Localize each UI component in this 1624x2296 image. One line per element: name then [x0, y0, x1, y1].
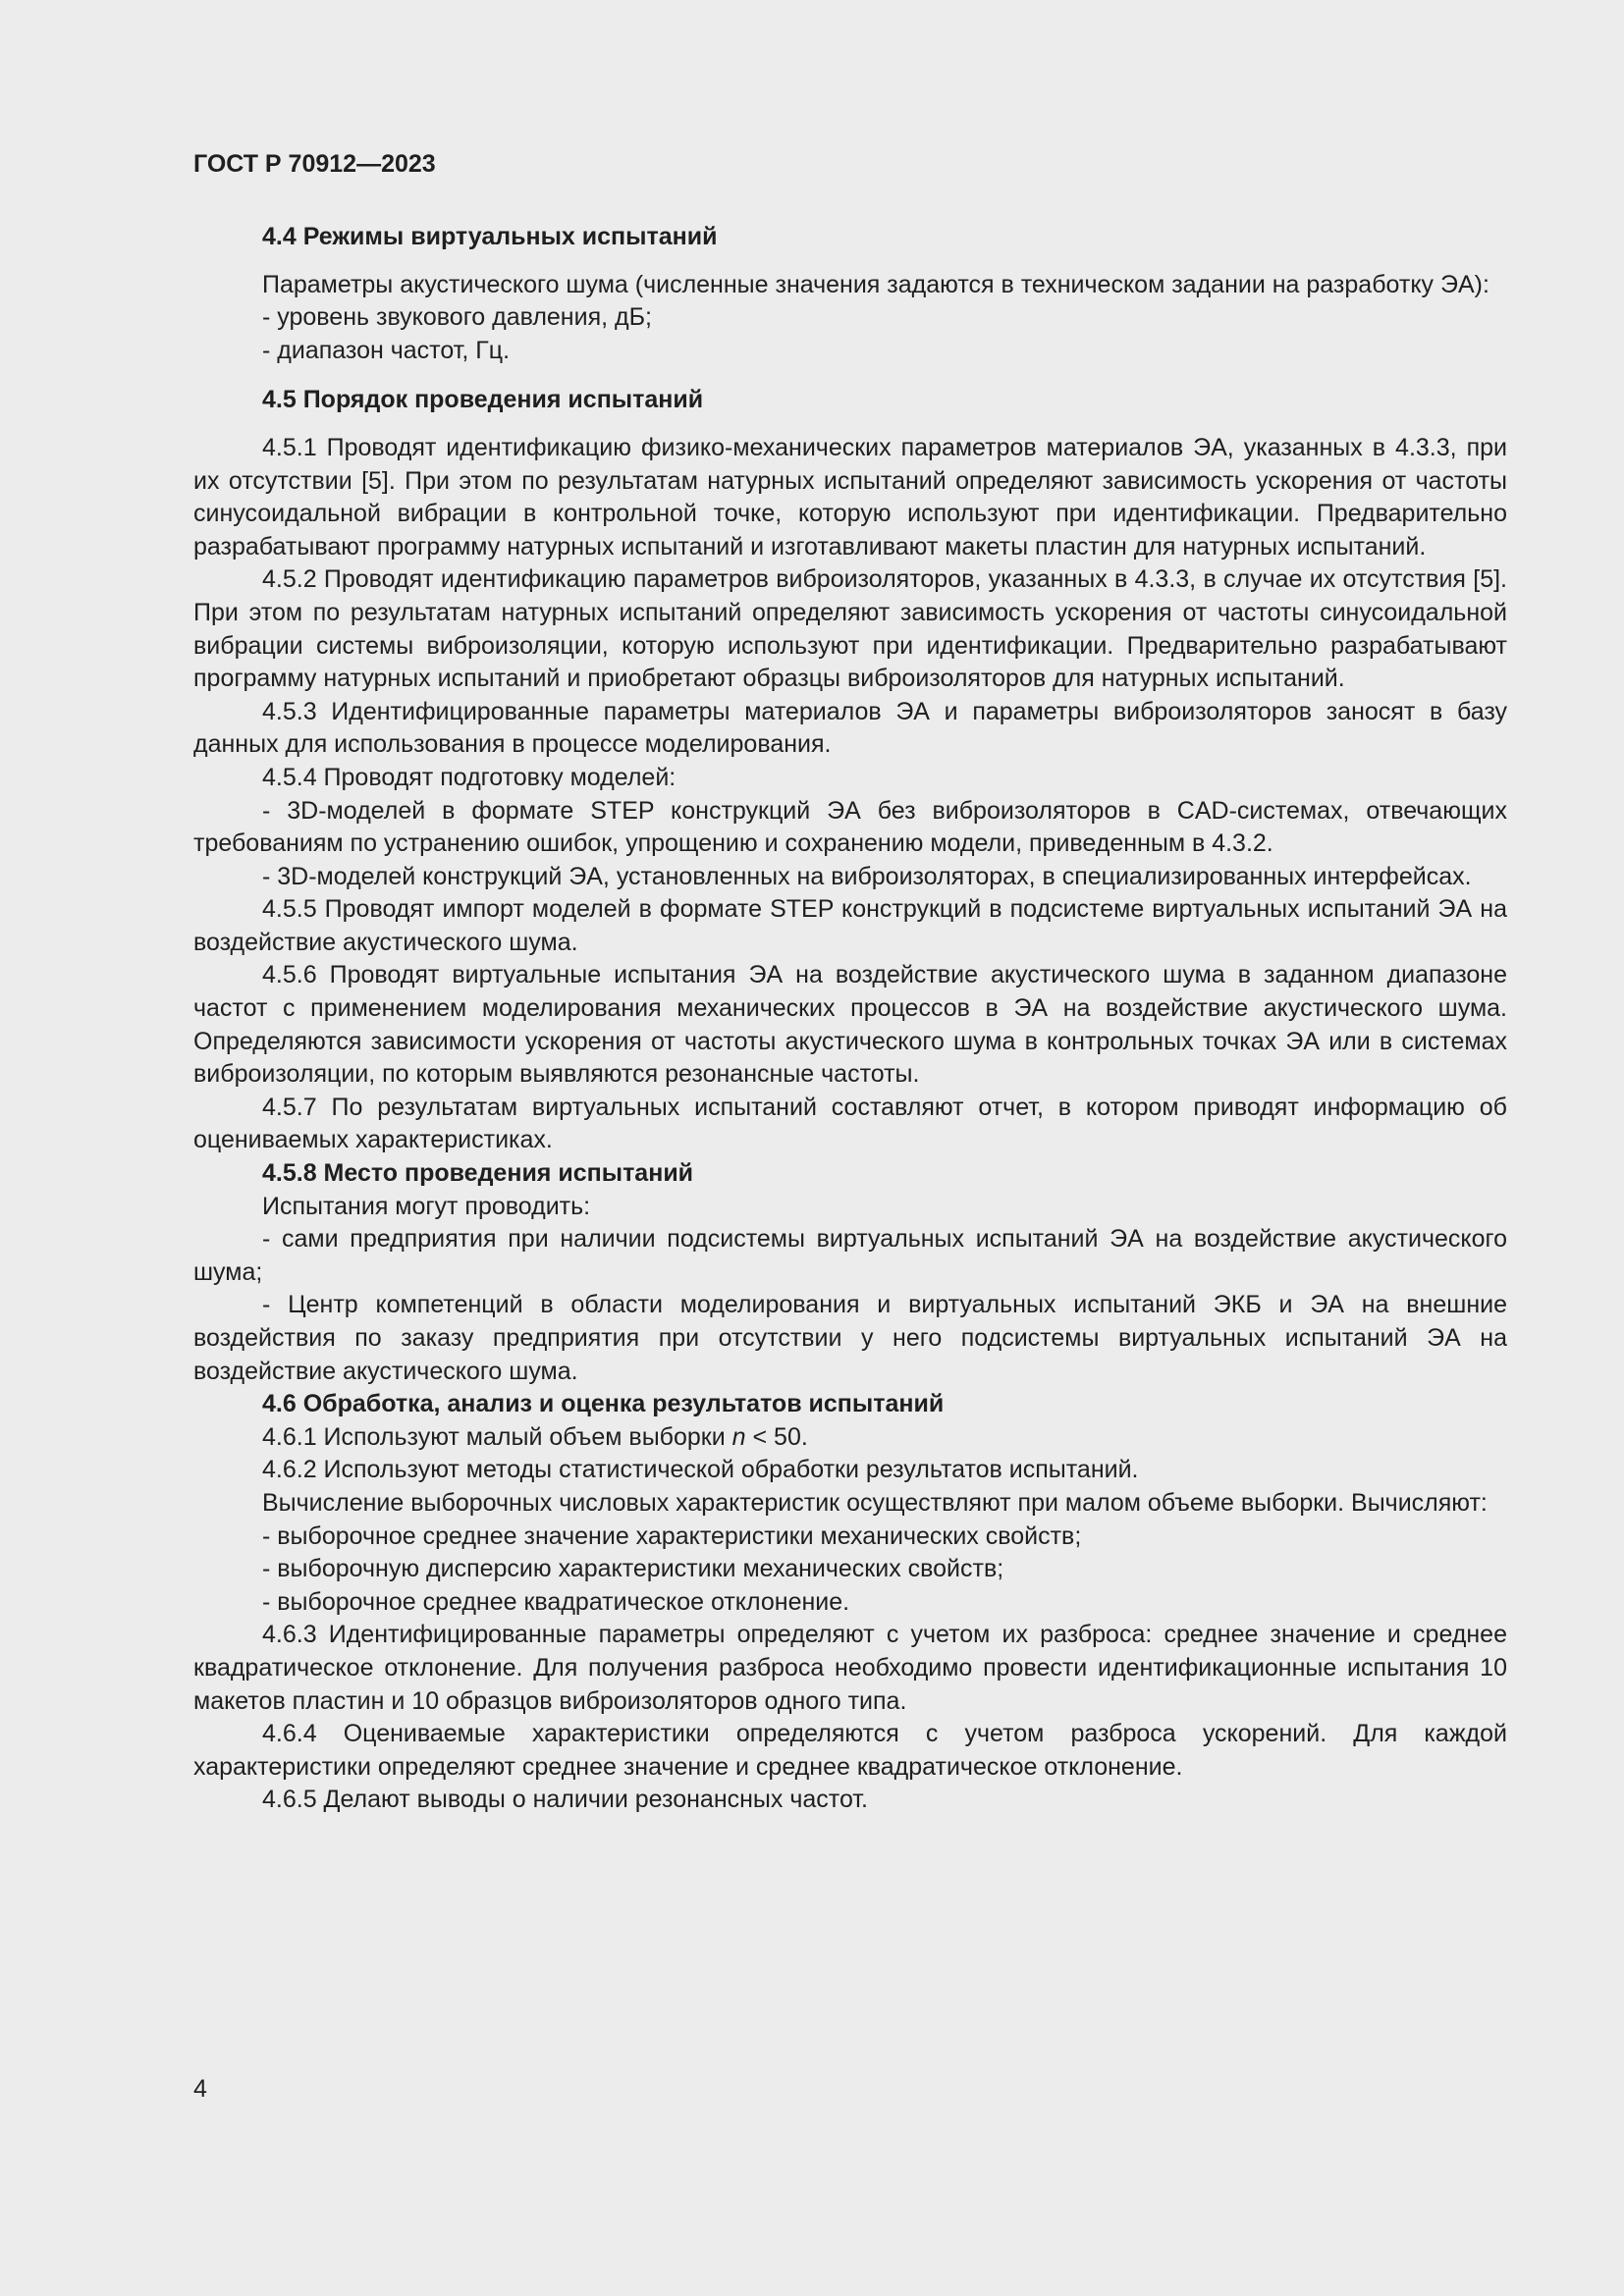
clause-4-5-4-item-2: - 3D-моделей конструкций ЭА, установленных на виброизоляторах, в специализированных интерфейсах.	[262, 862, 1472, 890]
clause-4-5-1: 4.5.1 Проводят идентификацию физико-механических параметров материалов ЭА, указанных в 4.3.3, при их отсутствии [5]. При этом по результатам натурных испытаний определяют зависимость ускорения от частоты синусоидальной вибрации в контрольной точке, которую используют при идентификации. Предварительно разрабатывают программу натурных испытаний и изготавливают макеты пластин для натурных испытаний.	[193, 433, 1507, 561]
document-code: ГОСТ Р 70912—2023	[193, 150, 436, 178]
page-number: 4	[193, 2075, 207, 2103]
clause-4-5-8-item-2: - Центр компетенций в области моделирования и виртуальных испытаний ЭКБ и ЭА на внешние воздействия по заказу предприятия при отсутствии у него подсистемы виртуальных испытаний ЭА на воздействие акустического шума.	[193, 1291, 1507, 1385]
clause-4-6-4: 4.6.4 Оцениваемые характеристики определяются с учетом разброса ускорений. Для каждой характеристики определяют среднее значение и среднее квадратическое отклонение.	[193, 1720, 1507, 1781]
clause-4-6-3: 4.6.3 Идентифицированные параметры определяют с учетом их разброса: среднее значение и среднее квадратическое отклонение. Для получения разброса необходимо провести идентификационные испытания 10 макетов пластин и 10 образцов виброизоляторов одного типа.	[193, 1621, 1507, 1715]
section-4-5-title: 4.5 Порядок проведения испытаний	[262, 386, 704, 414]
sample-size-variable: n	[731, 1422, 746, 1451]
section-4-6-title: 4.6 Обработка, анализ и оценка результатов испытаний	[262, 1390, 945, 1418]
clause-4-5-8: Испытания могут проводить:	[262, 1192, 591, 1220]
clause-4-5-2: 4.5.2 Проводят идентификацию параметров виброизоляторов, указанных в 4.3.3, в случае их отсутствия [5]. При этом по результатам натурных испытаний определяют зависимость ускорения от частоты синусоидальной вибрации системы виброизоляции, которую используют при идентификации. Предварительно разрабатывают программу натурных испытаний и приобретают образцы виброизоляторов для натурных испытаний.	[193, 565, 1507, 693]
section-4-4-paragraph: Параметры акустического шума (численные значения задаются в техническом задании на разработку ЭА):	[262, 270, 1489, 298]
clause-4-5-4-item-1: - 3D-моделей в формате STEP конструкций ЭА без виброизоляторов в CAD-системах, отвечающих требованиям по устранению ошибок, упрощению и сохранению модели, приведенным в 4.3.2.	[193, 796, 1507, 858]
clause-4-6-5: 4.6.5 Делают выводы о наличии резонансных частот.	[262, 1786, 868, 1814]
clause-4-6-2-item-2: - выборочную дисперсию характеристики механических свойств;	[262, 1555, 1004, 1583]
document-page	[193, 147, 1507, 1817]
section-4-4-item-1: - уровень звукового давления, дБ;	[262, 303, 652, 332]
clause-4-6-2: 4.6.2 Используют методы статистической обработки результатов испытаний.	[262, 1456, 1139, 1484]
clause-4-6-1-text: 4.6.1 Используют малый объем выборки	[262, 1422, 732, 1451]
clause-4-5-7: 4.5.7 По результатам виртуальных испытаний составляют отчет, в котором приводят информацию об оцениваемых характеристиках.	[193, 1093, 1507, 1154]
section-4-4-item-2: - диапазон частот, Гц.	[262, 336, 511, 364]
clause-4-6-2-item-3: - выборочное среднее квадратическое отклонение.	[262, 1587, 850, 1616]
clause-4-5-8-item-1: - сами предприятия при наличии подсистемы виртуальных испытаний ЭА на воздействие акустического шума;	[193, 1225, 1507, 1286]
clause-4-6-2-paragraph: Вычисление выборочных числовых характеристик осуществляют при малом объеме выборки. Вычисляют:	[262, 1488, 1488, 1517]
section-4-4-title: 4.4 Режимы виртуальных испытаний	[262, 223, 718, 250]
clause-4-5-6: 4.5.6 Проводят виртуальные испытания ЭА на воздействие акустического шума в заданном диапазоне частот с применением моделирования механических процессов в ЭА на воздействие акустического шума. Определяются зависимости ускорения от частоты акустического шума в контрольных точках ЭА или в системах виброизоляции, по которым выявляются резонансные частоты.	[193, 961, 1507, 1089]
clause-4-6-1	[193, 1421, 1507, 1455]
clause-4-6-2-item-1: - выборочное среднее значение характеристики механических свойств;	[262, 1522, 1082, 1550]
clause-4-5-5: 4.5.5 Проводят импорт моделей в формате STEP конструкций в подсистеме виртуальных испытаний ЭА на воздействие акустического шума.	[193, 895, 1507, 956]
clause-4-5-8-title: 4.5.8 Место проведения испытаний	[262, 1159, 694, 1188]
clause-4-5-3: 4.5.3 Идентифицированные параметры материалов ЭА и параметры виброизоляторов заносят в базу данных для использования в процессе моделирования.	[193, 697, 1507, 759]
clause-4-6-1-end: < 50.	[745, 1422, 808, 1451]
clause-4-5-4: 4.5.4 Проводят подготовку моделей:	[262, 763, 677, 791]
